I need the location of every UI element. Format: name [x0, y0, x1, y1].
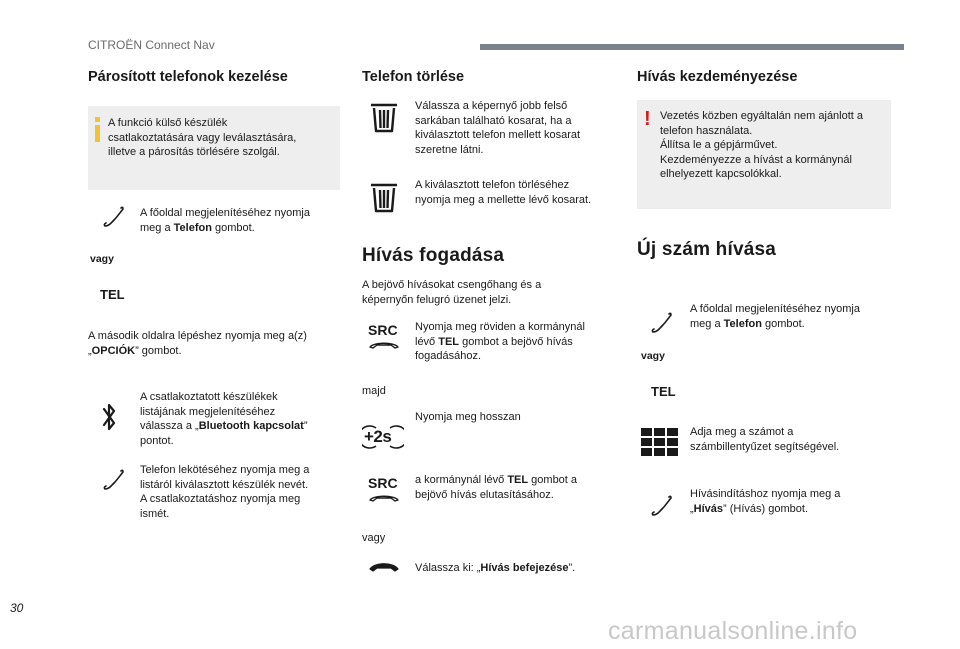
header-title: CITROËN Connect Nav [88, 38, 215, 52]
col3-heading2: Új szám hívása [637, 239, 777, 260]
col1-bluetooth-text: A csatlakoztatott készülékek listájának megjelenítéséhez válassza a „Bluetooth kapcsolat” pontot. [140, 391, 308, 447]
col2-heading2: Hívás fogadása [362, 245, 505, 266]
col2-trash2-text: A kiválasztott telefon törléséhez nyomja meg a mellette lévő kosarat. [415, 179, 592, 206]
col3-keypad-text: Adja meg a számot a számbillentyűzet segítségével. [690, 426, 840, 453]
info-icon-dot [95, 117, 100, 122]
keypad-icon [641, 428, 679, 456]
col2-src1-text: Nyomja meg röviden a kormánynál lévő TEL gombot a bejövő hívás fogadásához. [415, 321, 585, 362]
src-steering-button-icon: SRC [368, 322, 402, 350]
col3-step1-text: A főoldal megjelenítéséhez nyomja meg a Telefon gombot. [690, 303, 860, 330]
col1-heading: Párosított telefonok kezelése [88, 69, 288, 85]
page-number: 30 [10, 601, 24, 615]
col2-end-call-text: Válassza ki: „Hívás befejezése”. [415, 562, 576, 574]
info-icon [95, 125, 100, 142]
col1-options-text: A második oldalra lépéshez nyomja meg a(z) „OPCIÓK” gombot. [88, 330, 307, 357]
bluetooth-icon [100, 400, 118, 434]
header-bar [480, 44, 904, 50]
warning-icon: ! [644, 108, 651, 130]
info-text: A funkció külső készülék csatlakoztatására vagy leválasztására, illetve a párosítás törlésére szolgál. [108, 117, 297, 158]
src-steering-button-icon: SRC [368, 475, 402, 503]
warning-box [637, 100, 891, 209]
phone-icon [649, 310, 675, 336]
trash-icon [369, 98, 399, 134]
col1-step1-text: A főoldal megjelenítéséhez nyomja meg a Telefon gombot. [140, 207, 310, 234]
col1-or-label: vagy [90, 253, 114, 265]
phone-icon [101, 467, 127, 493]
col2-heading: Telefon törlése [362, 69, 465, 85]
trash-icon [369, 178, 399, 214]
long-press-icon: +2s [362, 424, 404, 450]
tel-button-icon: TEL [100, 287, 125, 302]
col3-or-label: vagy [641, 350, 665, 362]
col3-call-text: Hívásindításhoz nyomja meg a „Hívás” (Hívás) gombot. [690, 488, 841, 515]
tel-button-icon: TEL [651, 384, 676, 399]
phone-icon [649, 493, 675, 519]
col2-trash1-text: Válassza a képernyő jobb felső sarkában található kosarat, ha a kiválasztott telefon mellett kosarat szeretne látni. [415, 100, 581, 156]
col2-long-press-text: Nyomja meg hosszan [415, 411, 521, 423]
phone-icon [101, 204, 127, 230]
warning-text: Vezetés közben egyáltalán nem ajánlott a telefon használata. Állítsa le a gépjárművet. Kezdeményezze a hívást a kormánynál elhelyezett kapcsolókkal. [660, 110, 864, 180]
col2-or-label: vagy [362, 532, 386, 544]
col2-then-label: majd [362, 385, 386, 397]
col3-heading: Hívás kezdeményezése [637, 69, 798, 85]
col2-src2-text: a kormánynál lévő TEL gombot a bejövő hívás elutasításához. [415, 474, 578, 501]
col1-disconnect-text: Telefon lekötéséhez nyomja meg a listáról kiválasztott készülék nevét. A csatlakoztatáshoz nyomja meg ismét. [140, 464, 310, 520]
col2-intro-text: A bejövő hívásokat csengőhang és a képernyőn felugró üzenet jelzi. [362, 279, 542, 306]
hang-up-icon [368, 560, 400, 574]
watermark: carmanualsonline.info [608, 617, 858, 645]
info-box [88, 106, 340, 190]
